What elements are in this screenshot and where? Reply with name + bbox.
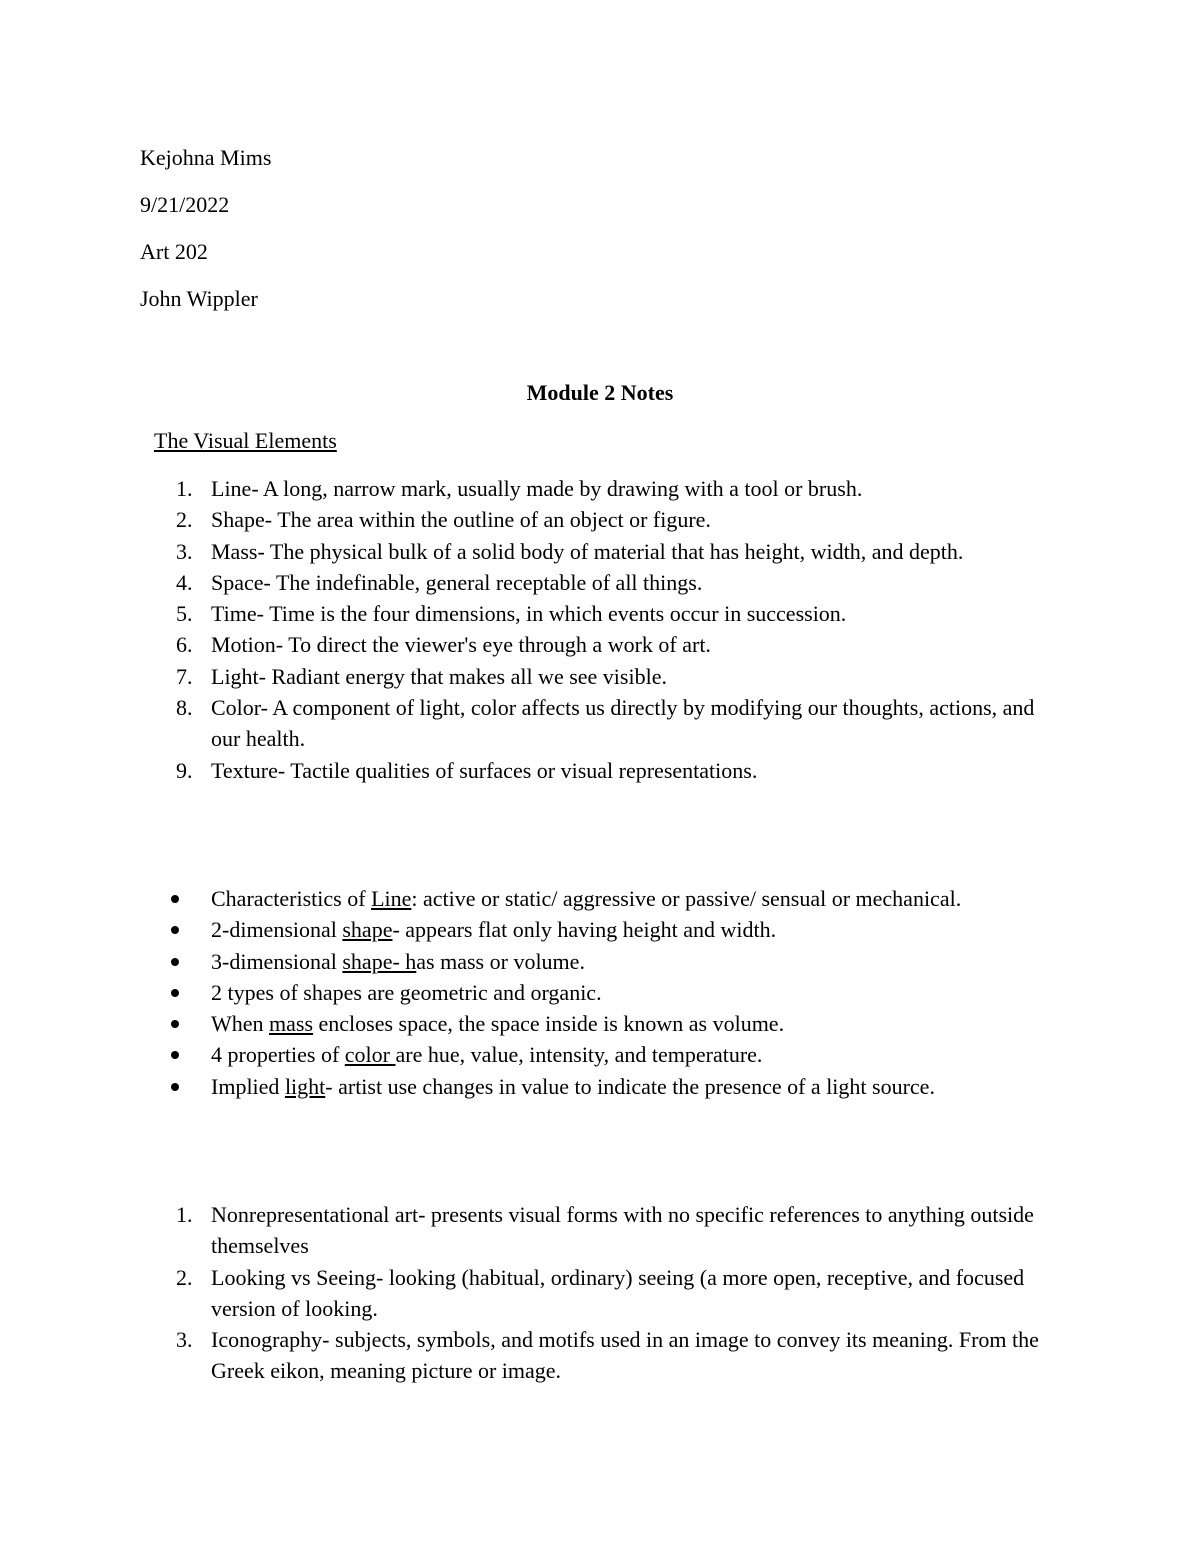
list-number: 6.: [176, 632, 193, 658]
bullet-item: 3-dimensional shape- has mass or volume.: [0, 946, 1200, 977]
list-item-text: Looking vs Seeing- looking (habitual, ordinary) seeing (a more open, receptive, and focused version of looking.: [211, 1264, 1025, 1321]
list-item: [0, 629, 1200, 660]
bullet-icon: [171, 958, 179, 966]
course: Art 202: [140, 239, 208, 264]
bullet-item: 2 types of shapes are geometric and organic.: [0, 977, 1200, 1008]
bullet-icon: [171, 926, 179, 934]
list-item: [0, 1324, 1200, 1387]
list-item: [0, 504, 1200, 535]
bullet-item: Characteristics of Line: active or static/ aggressive or passive/ sensual or mechanical.: [0, 883, 1200, 914]
list-number: 4.: [176, 569, 193, 595]
student-name: Kejohna Mims: [140, 145, 272, 170]
list-item: [0, 661, 1200, 692]
list-item-text: Line- A long, narrow mark, usually made by drawing with a tool or brush.: [211, 476, 863, 501]
characteristics-list: [0, 883, 1200, 1102]
instructor: John Wippler: [140, 286, 258, 311]
list-item: [0, 1199, 1200, 1262]
list-item-text: Mass- The physical bulk of a solid body of material that has height, width, and depth.: [211, 538, 964, 564]
date: 9/21/2022: [140, 192, 230, 217]
list-item-text: Time- Time is the four dimensions, in which events occur in succession.: [211, 601, 847, 627]
list-number: 1.: [176, 1202, 193, 1227]
bullet-icon: [171, 1020, 179, 1028]
bullet-item: 2-dimensional shape- appears flat only having height and width.: [0, 914, 1200, 945]
bullet-item: When mass encloses space, the space inside is known as volume.: [0, 1008, 1200, 1039]
list-number: 2.: [176, 507, 193, 533]
list-number: 3.: [176, 538, 193, 564]
list-number: 5.: [176, 601, 193, 627]
list-number: 8.: [176, 695, 193, 721]
bullet-icon: [171, 895, 179, 903]
list-number: 3.: [176, 1327, 193, 1353]
list-item-text: Nonrepresentational art- presents visual forms with no specific references to anything outside themselves: [211, 1202, 1034, 1259]
terms-list: [0, 1199, 1200, 1387]
bullet-item: 4 properties of color are hue, value, intensity, and temperature.: [0, 1039, 1200, 1070]
list-item-text: Shape- The area within the outline of an object or figure.: [211, 507, 711, 533]
list-item: [0, 692, 1200, 755]
list-item-text: Iconography- subjects, symbols, and motifs used in an image to convey its meaning. From the Greek eikon, meaning picture or image.: [211, 1327, 1039, 1384]
section-heading: The Visual Elements: [154, 428, 337, 453]
bullet-item: Implied light- artist use changes in value to indicate the presence of a light source.: [0, 1071, 1200, 1102]
list-item: [0, 536, 1200, 567]
list-item-text: Color- A component of light, color affects us directly by modifying our thoughts, actions, and our health.: [211, 695, 1035, 752]
list-item-text: Light- Radiant energy that makes all we see visible.: [211, 663, 667, 689]
list-item: [0, 755, 1200, 786]
list-item-text: Space- The indefinable, general receptable of all things.: [211, 569, 703, 595]
page-title: Module 2 Notes: [526, 380, 674, 405]
list-number: 1.: [176, 476, 193, 501]
list-number: 7.: [176, 663, 193, 689]
list-item-text: Motion- To direct the viewer's eye through a work of art.: [211, 632, 711, 658]
bullet-icon: [171, 1083, 179, 1091]
list-item: [0, 1262, 1200, 1325]
list-number: 2.: [176, 1264, 193, 1290]
visual-elements-list: [0, 473, 1200, 786]
list-item: [0, 473, 1200, 504]
bullet-icon: [171, 1051, 179, 1059]
list-item-text: Texture- Tactile qualities of surfaces or visual representations.: [211, 757, 758, 783]
list-item: [0, 567, 1200, 598]
list-number: 9.: [176, 757, 193, 783]
bullet-icon: [171, 989, 179, 997]
list-item: [0, 598, 1200, 629]
